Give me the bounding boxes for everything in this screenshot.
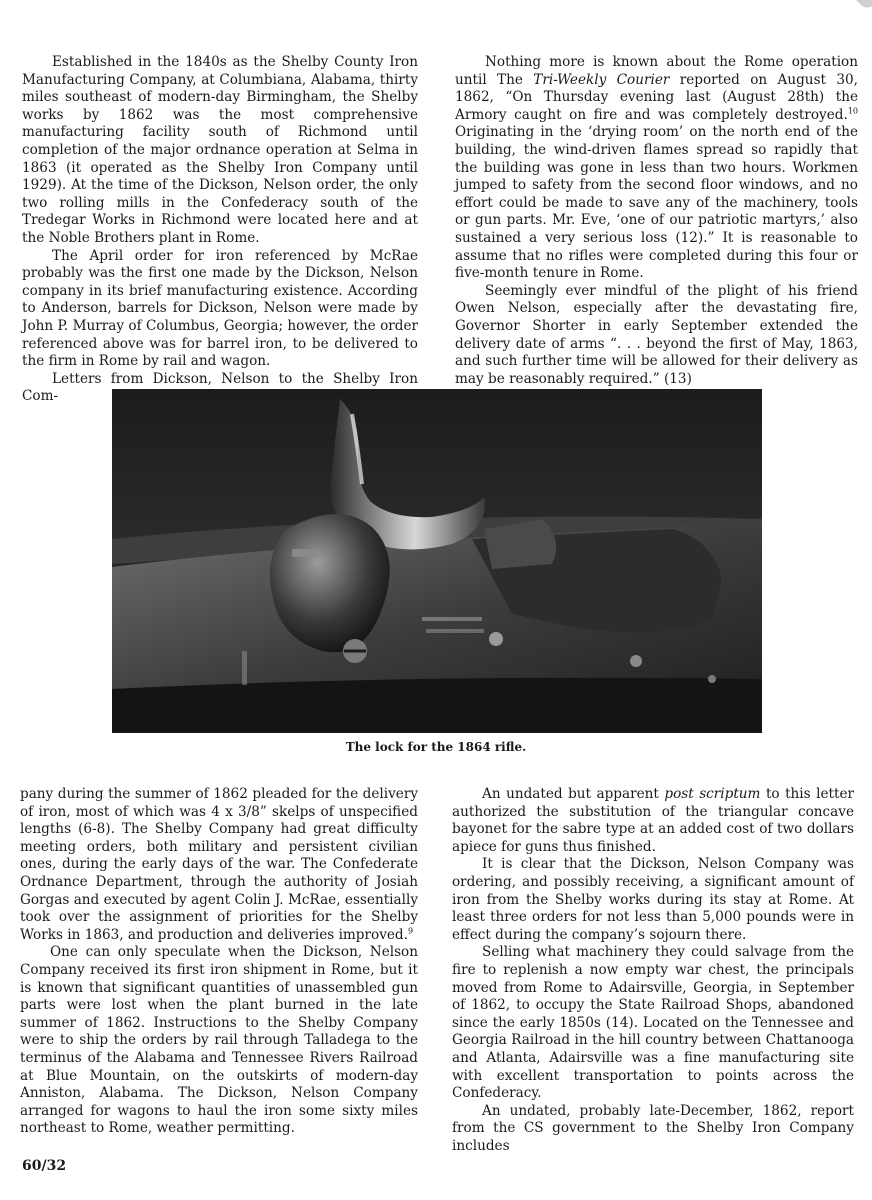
paragraph: It is clear that the Dickson, Nelson Company was ordering, and possibly receiving, a significant amount of iron from the Shelby works during its stay at Rome. At least three orders for not less than 5,000 pounds were in effect during the company’s sojourn there. [452,856,854,943]
column-bottom-left [20,786,418,1138]
paragraph: The April order for iron referenced by McRae probably was the first one made by the Dickson, Nelson company in its brief manufacturing existence. According to Anderson, barrels for Dickson, Nelson were made by John P. Murray of Columbus, Georgia; however, the order referenced above was for barrel iron, to be delivered to the firm in Rome by rail and wagon. [22,247,418,370]
paragraph: One can only speculate when the Dickson, Nelson Company received its first iron shipment in Rome, but it is known that significant quantities of unassembled gun parts were lost when the plant burned in the late summer of 1862. Instructions to the Shelby Company were to ship the orders by rail through Talladega to the terminus of the Alabama and Tennessee Rivers Railroad at Blue Mountain, on the outskirts of modern-day Anniston, Alabama. The Dickson, Nelson Company arranged for wagons to haul the iron some sixty miles northeast to Rome, weather permitting. [20,944,418,1137]
paragraph: pany during the summer of 1862 pleaded for the delivery of iron, most of which was 4 x 3/8” skelps of unspecified lengths (6-8). The Shelby Company had great difficulty meeting orders, both military and persistent civilian ones, during the early days of the war. The Confederate Ordnance Department, through the authority of Josiah Gorgas and executed by agent Colin J. McRae, essentially took over the assignment of priorities for the Shelby Works in 1863, and production and deliveries improved.$^9$ [20,786,418,943]
column-top-right [455,54,858,388]
paragraph: Established in the 1840s as the Shelby County Iron Manufacturing Company, at Columbiana, Alabama, thirty miles southeast of modern-day Birmingham, the Shelby works by 1862 was the most comprehensive manufacturing facility south of Richmond until completion of the major ordnance operation at Selma in 1863 (it operated as the Shelby Iron Company until 1929). At the time of the Dickson, Nelson order, the only two rolling mills in the Confederacy south of the Tredegar Works in Richmond were located here and at the Noble Brothers plant in Rome. [22,54,418,246]
latin-term: post scriptum [664,786,761,802]
paragraph: Letters from Dickson, Nelson to the Shelby Iron Com- [22,370,418,405]
corner-scan-mark [820,0,872,14]
footnote-ref: 10 [847,106,858,116]
paragraph: Seemingly ever mindful of the plight of his friend Owen Nelson, especially after the devastating fire, Governor Shorter in early September extended the delivery date of arms “. . . beyond the first of May, 1863, and such further time will be allowed for their delivery as may be reasonably required.” (13) [455,282,858,387]
paragraph: An undated, probably late-December, 1862, report from the CS government to the Shelby Iron Company includes [452,1102,854,1154]
column-bottom-right [452,786,854,1155]
footnote-ref: 9 [407,926,414,936]
paragraph: Nothing more is known about the Rome operation until The Tri-Weekly Courier reported on August 30, 1862, “On Thursday evening last (August 28th) the Armory caught on fire and was completely destroyed.$^{10}$ Originating in the ‘drying room’ on the north end of the building, the wind-driven flames spread so rapidly that the building was gone in less than two hours. Workmen jumped to safety from the second floor windows, and no effort could be made to save any of the machinery, tools or gun parts. Mr. Eve, ‘one of our patriotic martyrs,’ also sustained a very serious loss (12).” It is reasonable to assume that no rifles were completed during this four or five-month tenure in Rome. [455,54,858,282]
rifle-lock-photo [112,389,762,733]
paragraph: Selling what machinery they could salvage from the fire to replenish a now empty war chest, the principals moved from Rome to Adairsville, Georgia, in September of 1862, to occupy the State Railroad Shops, abandoned since the early 1850s (14). Located on the Tennessee and Georgia Railroad in the hill country between Chattanooga and Atlanta, Adairsville was a fine manufacturing site with excellent transportation to points across the Confederacy. [452,944,854,1102]
column-top-left [22,54,418,406]
paragraph: An undated but apparent post scriptum to this letter authorized the substitution of the triangular concave bayonet for the sabre type at an added cost of two dollars apiece for guns thus finished. [452,786,854,855]
newspaper-title: Tri-Weekly Courier [533,71,670,88]
photo-caption: The lock for the 1864 rifle. [345,740,527,754]
page-number: 60/32 [22,1158,67,1174]
